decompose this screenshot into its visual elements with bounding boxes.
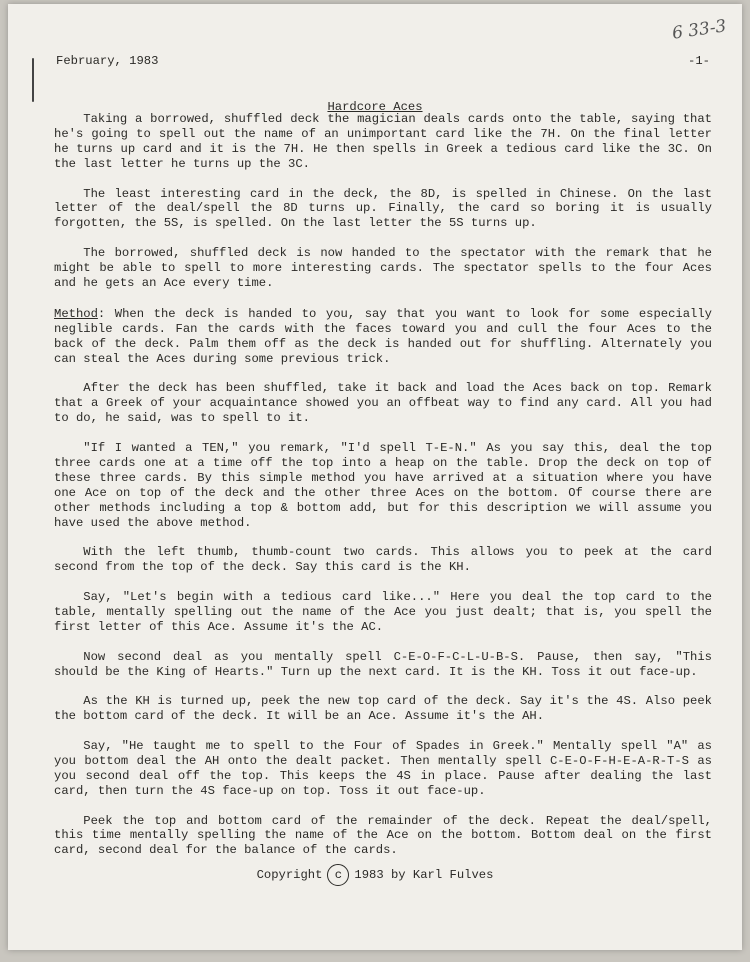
copyright-line bbox=[8, 864, 742, 886]
document-body bbox=[54, 112, 712, 873]
copyright-symbol: c bbox=[327, 864, 349, 886]
paragraph: "If I wanted a TEN," you remark, "I'd spell T-E-N." As you say this, deal the top three cards one at a time off the top into a heap on the table. Drop the deck on top of these three cards. By this simple method you have arrived at a situation where you have one Ace on top of the deck and the other three Aces on the bottom. Of course there are other methods including a top & bottom add, but for this description we will assume you have used the above method. bbox=[54, 440, 712, 530]
paragraph: Say, "He taught me to spell to the Four of Spades in Greek." Mentally spell "A" as you bottom deal the AH onto the dealt packet. Then mentally spell C-E-O-F-H-E-A-R-T-S as you second deal off the top. This keeps the 4S in place. Pause after dealing the last card, then turn the 4S face-up on top. Toss it out face-up. bbox=[54, 739, 712, 798]
copyright-word: Copyright bbox=[256, 868, 323, 883]
paragraph: Taking a borrowed, shuffled deck the magician deals cards onto the table, saying that he's going to spell out the name of an unimportant card like the 7H. On the final letter he turns up card and it is the 7H. He then spells in Greek a tedious card like the 3C. On the last letter he turns up the 3C. bbox=[54, 112, 712, 171]
typed-page bbox=[8, 4, 742, 950]
paragraph: The least interesting card in the deck, the 8D, is spelled in Chinese. On the last letter of the deal/spell the 8D turns up. Finally, the card so boring it is usually forgotten, the 5S, is spelled. On the last letter the 5S turns up. bbox=[54, 186, 712, 231]
paragraph: As the KH is turned up, peek the new top card of the deck. Say it's the 4S. Also peek the bottom card of the deck. It will be an Ace. Assume it's the AH. bbox=[54, 694, 712, 724]
page-number: -1- bbox=[688, 54, 710, 68]
pencil-mark bbox=[32, 58, 34, 102]
paragraph: With the left thumb, thumb-count two cards. This allows you to peek at the card second from the top of the deck. Say this card is the KH. bbox=[54, 545, 712, 575]
method-label: Method bbox=[54, 306, 98, 321]
method-paragraph bbox=[54, 307, 712, 367]
page-title: Hardcore Aces bbox=[327, 100, 423, 114]
copyright-year-author: 1983 by Karl Fulves bbox=[354, 868, 494, 883]
paragraph: After the deck has been shuffled, take it back and load the Aces back on top. Remark that a Greek of your acquaintance showed you an offbeat way to find any card. All you had to do, he said, was to spell to it. bbox=[54, 381, 712, 426]
paragraph: Peek the top and bottom card of the remainder of the deck. Repeat the deal/spell, this time mentally spelling the name of the Ace on the bottom. Bottom deal on the first card, second deal for the balance of the cards. bbox=[54, 813, 712, 858]
handwritten-note: 6 33-3 bbox=[670, 16, 728, 44]
date: February, 1983 bbox=[56, 54, 159, 68]
method-text: : When the deck is handed to you, say that you want to look for some especially neglible cards. Fan the cards with the faces toward you and cull the four Aces to the back of the deck. Palm them off as the deck is handed out for shuffling. Alternately you can steal the Aces during some previous trick. bbox=[54, 306, 712, 366]
paragraph: The borrowed, shuffled deck is now handed to the spectator with the remark that he might be able to spell to more interesting cards. The spectator spells to the four Aces and he gets an Ace every time. bbox=[54, 246, 712, 290]
paragraph: Say, "Let's begin with a tedious card like..." Here you deal the top card to the table, mentally spelling out the name of the Ace you just dealt; that is, you spell the first letter of this Ace. Assume it's the AC. bbox=[54, 590, 712, 634]
page-header bbox=[56, 54, 710, 68]
paragraph: Now second deal as you mentally spell C-E-O-F-C-L-U-B-S. Pause, then say, "This should be the King of Hearts." Turn up the next card. It is the KH. Toss it out face-up. bbox=[54, 649, 712, 679]
